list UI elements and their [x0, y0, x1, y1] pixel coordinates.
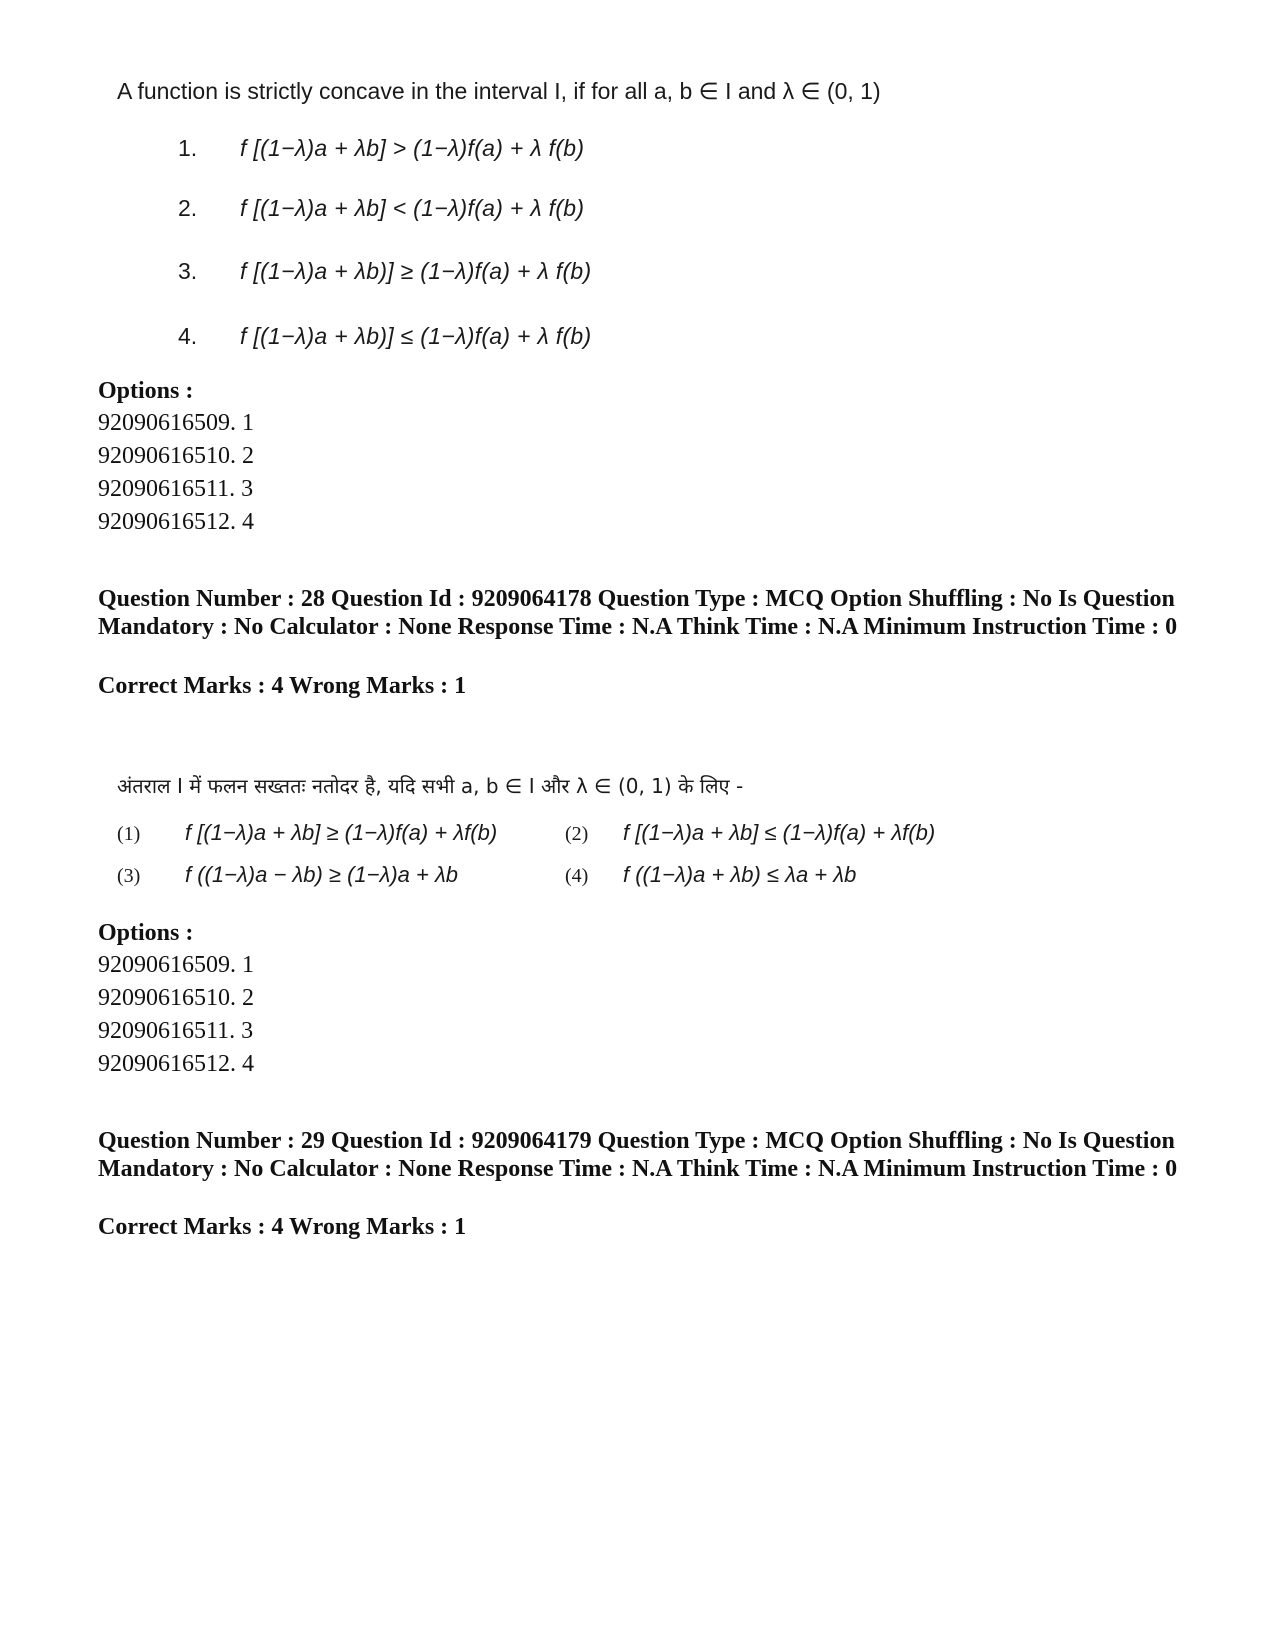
question-27-option-1: [178, 135, 584, 162]
option-expression: f [(1−λ)a + λb)] ≤ (1−λ)f(a) + λ f(b): [240, 323, 592, 349]
question-28-option-3: [117, 862, 458, 888]
option-id-line: 92090616510. 2: [98, 443, 254, 469]
option-number: (2): [565, 823, 589, 845]
option-expression: f ((1−λ)a + λb) ≤ λa + λb: [623, 862, 857, 887]
question-28-option-4: [565, 862, 856, 888]
option-expression: f [(1−λ)a + λb] < (1−λ)f(a) + λ f(b): [240, 195, 585, 221]
option-expression: f [(1−λ)a + λb] ≤ (1−λ)f(a) + λf(b): [623, 820, 936, 845]
question-28-hindi-stem: अंतराल I में फलन सख्ततः नतोदर है, यदि सभी a, b ∈ I और λ ∈ (0, 1) के लिए -: [117, 774, 744, 798]
option-number: (3): [117, 865, 141, 887]
option-number: 3.: [178, 258, 198, 284]
option-id-line: 92090616509. 1: [98, 952, 254, 978]
option-number: 1.: [178, 135, 198, 161]
option-id-line: 92090616511. 3: [98, 476, 254, 502]
question-29-meta: Question Number : 29 Question Id : 9209064179 Question Type : MCQ Option Shuffling : No Is Question Mandatory : No Calculator : None Response Time : N.A Think Time : N.A Minimum Instruction Time : 0: [98, 1128, 1178, 1182]
question-28-option-1: [117, 820, 497, 846]
option-number: (1): [117, 823, 141, 845]
option-expression: f [(1−λ)a + λb] ≥ (1−λ)f(a) + λf(b): [185, 820, 498, 845]
option-id-line: 92090616510. 2: [98, 985, 254, 1011]
question-28-option-2: [565, 820, 935, 846]
question-27-option-4: [178, 323, 591, 350]
question-27-option-2: [178, 195, 584, 222]
option-number: (4): [565, 865, 589, 887]
options-heading: Options :: [98, 378, 194, 404]
question-28-marks: Correct Marks : 4 Wrong Marks : 1: [98, 673, 467, 699]
option-id-line: 92090616511. 3: [98, 1018, 254, 1044]
option-id-line: 92090616512. 4: [98, 1051, 254, 1077]
question-27-stem: A function is strictly concave in the interval I, if for all a, b ∈ I and λ ∈ (0, 1): [117, 78, 881, 104]
option-expression: f [(1−λ)a + λb)] ≥ (1−λ)f(a) + λ f(b): [240, 258, 592, 284]
question-28-meta: Question Number : 28 Question Id : 9209064178 Question Type : MCQ Option Shuffling : No Is Question Mandatory : No Calculator : None Response Time : N.A Think Time : N.A Minimum Instruction Time : 0: [98, 586, 1178, 640]
option-id-line: 92090616512. 4: [98, 509, 254, 535]
option-expression: f [(1−λ)a + λb] > (1−λ)f(a) + λ f(b): [240, 135, 585, 161]
option-number: 2.: [178, 195, 198, 221]
option-number: 4.: [178, 323, 198, 349]
question-27-option-3: [178, 258, 591, 285]
option-id-line: 92090616509. 1: [98, 410, 254, 436]
question-29-marks: Correct Marks : 4 Wrong Marks : 1: [98, 1214, 467, 1240]
options-heading: Options :: [98, 920, 194, 946]
option-expression: f ((1−λ)a − λb) ≥ (1−λ)a + λb: [185, 862, 459, 887]
